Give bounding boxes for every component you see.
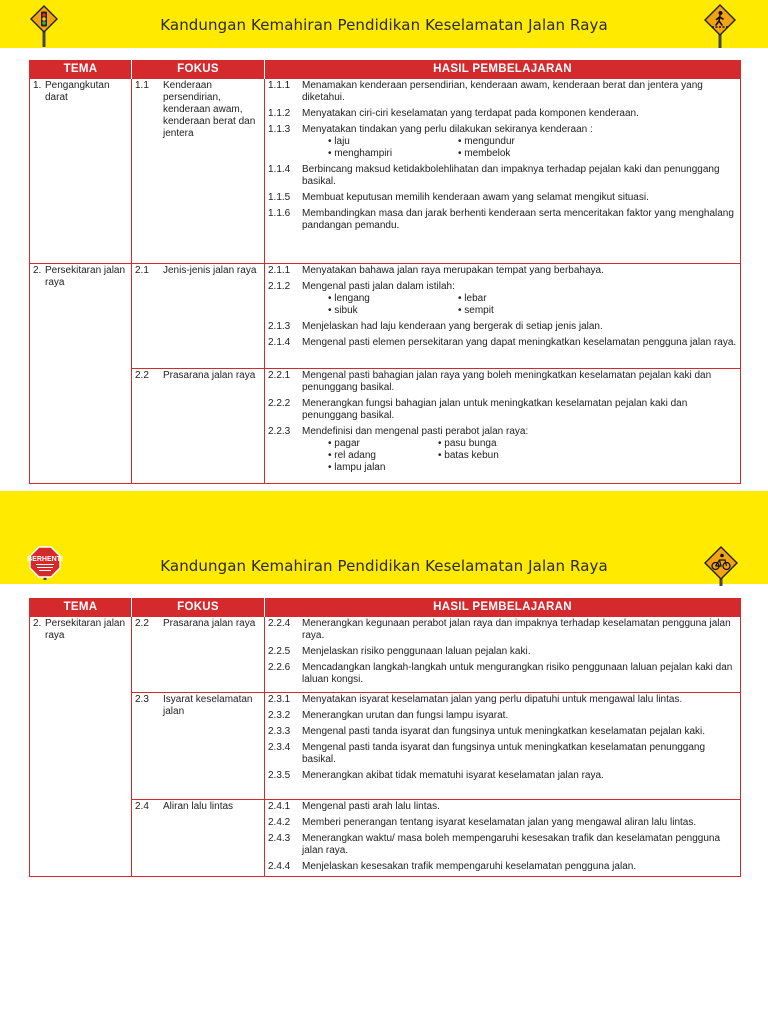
learning-outcomes-cell [265,79,741,264]
bullet-item: • mengundur [458,136,588,148]
table-header-row [30,60,741,79]
learning-outcome [268,164,738,188]
page2-title: Kandungan Kemahiran Pendidikan Keselamatan Jalan Raya [160,557,608,575]
outcome-text: Mengenal pasti bahagian jalan raya yang boleh meningkatkan keselamatan pejalan kaki dan penunggang basikal. [302,370,712,393]
stop-sign-label: BERHENTI [27,556,63,563]
outcome-number: 2.1.1 [268,265,291,276]
outcome-number: 2.1.4 [268,337,291,348]
fokus-label: Prasarana jalan raya [163,370,256,381]
outcome-text: Menyatakan bahawa jalan raya merupakan tempat yang berbahaya. [302,265,604,276]
page2-skills-table [29,598,741,877]
header-hasil-pembelajaran: HASIL PEMBELAJARAN [265,60,741,79]
bullet-list [328,136,593,160]
outcome-text: Menjelaskan had laju kenderaan yang bergerak di setiap jenis jalan. [302,321,603,332]
fokus-label: Prasarana jalan raya [163,618,256,629]
table-header-row [30,598,741,617]
outcome-text: Membandingkan masa dan jarak berhenti kenderaan serta menceritakan faktor yang menghalang pandangan pemandu. [302,208,734,231]
table-row [30,79,741,264]
outcome-text: Mengenal pasti jalan dalam istilah: [302,281,455,292]
bullet-item: • menghampiri [328,148,458,160]
table-row [30,369,741,484]
outcome-number: 2.4.2 [268,817,291,828]
bullet-item: • lengang [328,293,458,305]
outcome-text: Menamakan kenderaan persendirian, kenderaan awam, kenderaan berat dan jentera yang diketahui. [302,80,703,103]
fokus-number: 2.2 [135,618,149,629]
tema-label: Pengangkutan darat [45,80,110,103]
learning-outcome [268,618,738,642]
tema-number: 2. [33,618,42,629]
outcome-number: 2.4.3 [268,833,291,844]
fokus-label: Kenderaan persendirian, kenderaan awam, kenderaan berat dan jentera [163,80,256,139]
fokus-number: 1.1 [135,80,149,91]
bullet-item: • sibuk [328,305,458,317]
outcome-number: 2.1.2 [268,281,291,292]
page1-title: Kandungan Kemahiran Pendidikan Keselamatan Jalan Raya [160,16,608,34]
fokus-cell [132,79,265,264]
outcome-number: 2.4.1 [268,801,291,812]
outcome-number: 1.1.6 [268,208,291,219]
outcome-text: Menerangkan akibat tidak mematuhi isyarat keselamatan jalan raya. [302,770,604,781]
outcome-number: 1.1.2 [268,108,291,119]
outcome-text: Menerangkan waktu/ masa boleh mempengaruhi kesesakan trafik dan keselamatan pengguna jalan raya. [302,833,721,856]
learning-outcome [268,726,738,738]
outcome-text: Menjelaskan kesesakan trafik mempengaruhi keselamatan pengguna jalan. [302,861,637,872]
learning-outcome [268,192,738,204]
outcome-text: Memberi penerangan tentang isyarat keselamatan jalan yang mengawal aliran lalu lintas. [302,817,697,828]
learning-outcome [268,742,738,766]
outcome-text: Menyatakan tindakan yang perlu dilakukan sekiranya kenderaan : [302,124,593,135]
tema-cell [30,79,132,264]
outcome-text: Menyatakan isyarat keselamatan jalan yang perlu dipatuhi untuk mengawal lalu lintas. [302,694,683,705]
fokus-cell [132,617,265,693]
pedestrian-crossing-sign-icon [704,4,736,48]
outcome-number: 2.2.3 [268,426,291,437]
page1-skills-table [29,60,741,484]
outcome-number: 2.2.2 [268,398,291,409]
outcome-number: 1.1.1 [268,80,291,91]
tema-cell [30,264,132,484]
fokus-number: 2.2 [135,370,149,381]
bullet-item: • batas kebun [438,450,548,462]
table-row [30,264,741,369]
fokus-number: 2.4 [135,801,149,812]
outcome-text: Mengenal pasti tanda isyarat dan fungsinya untuk meningkatkan keselamatan pejalan kaki. [302,726,706,737]
learning-outcomes-cell [265,617,741,693]
bicycle-sign-icon [704,546,738,586]
fokus-cell [132,800,265,877]
bullet-item: • lebar [458,293,588,305]
learning-outcome [268,398,738,422]
outcome-number: 2.2.6 [268,662,291,673]
header-fokus: FOKUS [132,60,265,79]
outcome-text: Mendefinisi dan mengenal pasti perabot jalan raya: [302,426,529,437]
bullet-item: • pasu bunga [438,438,548,450]
learning-outcome [268,321,738,333]
learning-outcome [268,281,738,317]
outcome-number: 1.1.3 [268,124,291,135]
table-row [30,693,741,800]
outcome-number: 2.3.4 [268,742,291,753]
outcome-text: Menerangkan kegunaan perabot jalan raya dan impaknya terhadap keselamatan pengguna jalan raya. [302,618,731,641]
table-row [30,800,741,877]
learning-outcomes-cell [265,800,741,877]
learning-outcomes-cell [265,264,741,369]
outcome-number: 2.4.4 [268,861,291,872]
learning-outcome [268,426,738,474]
bullet-item: • rel adang [328,450,438,462]
outcome-number: 2.3.1 [268,694,291,705]
bullet-item: • laju [328,136,458,148]
learning-outcome [268,80,738,104]
outcome-number: 2.3.2 [268,710,291,721]
outcome-text: Membuat keputusan memilih kenderaan awam yang selamat mengikut situasi. [302,192,649,203]
fokus-label: Aliran lalu lintas [163,801,234,812]
header-tema: TEMA [30,598,132,617]
learning-outcome [268,770,738,782]
fokus-label: Isyarat keselamatan jalan [163,694,253,717]
learning-outcome [268,833,738,857]
outcome-text: Berbincang maksud ketidakbolehlihatan dan impaknya terhadap pejalan kaki dan penunggang basikal. [302,164,720,187]
learning-outcomes-cell [265,369,741,484]
tema-number: 2. [33,265,42,276]
fokus-cell [132,369,265,484]
fokus-cell [132,693,265,800]
header-hasil-pembelajaran: HASIL PEMBELAJARAN [265,598,741,617]
outcome-number: 2.2.1 [268,370,291,381]
learning-outcome [268,208,738,232]
outcome-text: Menyatakan ciri-ciri keselamatan yang terdapat pada komponen kenderaan. [302,108,639,119]
learning-outcome [268,817,738,829]
outcome-number: 2.1.3 [268,321,291,332]
outcome-text: Mengenal pasti arah lalu lintas. [302,801,440,812]
bullet-item: • lampu jalan [328,462,438,474]
bullet-list [328,438,548,474]
outcome-number: 2.3.5 [268,770,291,781]
learning-outcomes-cell [265,693,741,800]
table-row [30,617,741,693]
outcome-text: Mengenal pasti elemen persekitaran yang dapat meningkatkan keselamatan pengguna jalan raya. [302,337,737,348]
tema-cell [30,617,132,877]
outcome-number: 2.3.3 [268,726,291,737]
header-fokus: FOKUS [132,598,265,617]
outcome-text: Menerangkan fungsi bahagian jalan untuk meningkatkan keselamatan pejalan kaki dan penunggang basikal. [302,398,688,421]
learning-outcome [268,694,738,706]
outcome-text: Mengenal pasti tanda isyarat dan fungsinya untuk meningkatkan keselamatan penunggang basikal. [302,742,706,765]
header-tema: TEMA [30,60,132,79]
learning-outcome [268,124,738,160]
outcome-number: 2.2.4 [268,618,291,629]
tema-label: Persekitaran jalan raya [45,618,126,641]
learning-outcome [268,801,738,813]
tema-label: Persekitaran jalan raya [45,265,126,288]
learning-outcome [268,108,738,120]
outcome-text: Mencadangkan langkah-langkah untuk mengurangkan risiko penggunaan laluan pejalan kaki dan laluan kongsi. [302,662,733,685]
learning-outcome [268,861,738,873]
outcome-number: 2.2.5 [268,646,291,657]
outcome-text: Menjelaskan risiko penggunaan laluan pejalan kaki. [302,646,531,657]
learning-outcome [268,662,738,686]
outcome-number: 1.1.5 [268,192,291,203]
bullet-list [328,293,588,317]
learning-outcome [268,646,738,658]
learning-outcome [268,265,738,277]
fokus-number: 2.1 [135,265,149,276]
learning-outcome [268,710,738,722]
outcome-text: Menerangkan urutan dan fungsi lampu isyarat. [302,710,509,721]
fokus-cell [132,264,265,369]
bullet-item: • sempit [458,305,588,317]
fokus-number: 2.3 [135,694,149,705]
fokus-label: Jenis-jenis jalan raya [163,265,257,276]
learning-outcome [268,337,738,349]
tema-number: 1. [33,80,42,91]
bullet-item: • membelok [458,148,588,160]
outcome-number: 1.1.4 [268,164,291,175]
learning-outcome [268,370,738,394]
bullet-item: • pagar [328,438,438,450]
